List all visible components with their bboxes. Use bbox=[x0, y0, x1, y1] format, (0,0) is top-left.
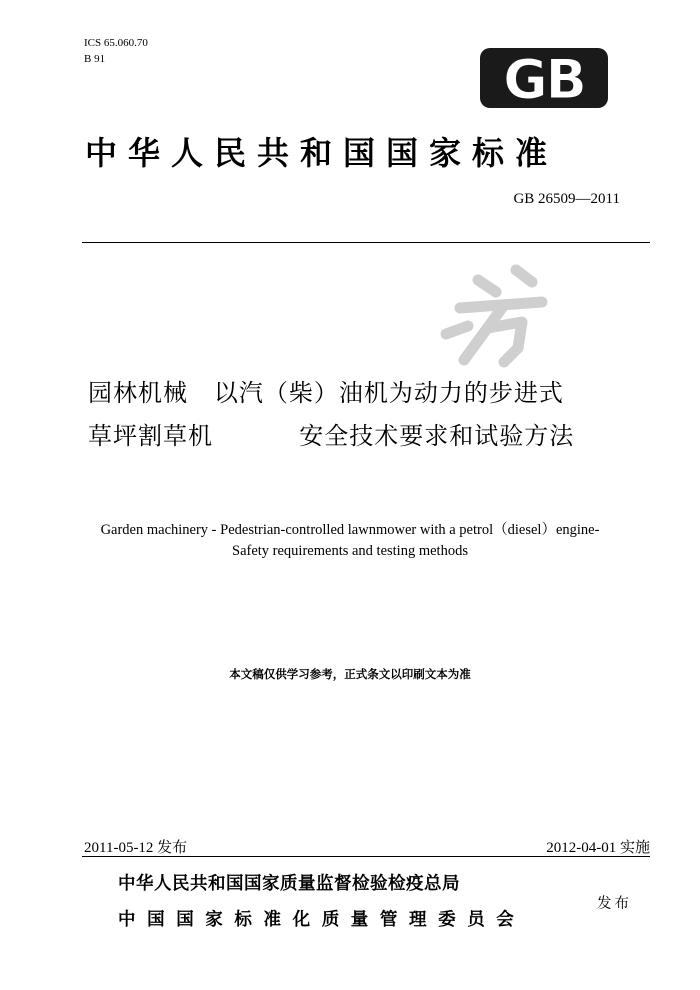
chinese-title-line-2: 草坪割草机 安全技术要求和试验方法 bbox=[88, 422, 575, 450]
english-title-line-1: Garden machinery - Pedestrian-controlled lawnmower with a petrol（diesel）engine- bbox=[100, 522, 600, 538]
gb-logo-text: GB bbox=[503, 48, 585, 111]
chinese-title-line-1: 园林机械 以汽（柴）油机为动力的步进式 bbox=[88, 379, 564, 407]
issuer-aqsiq: 中华人民共和国国家质量监督检验检疫总局 bbox=[118, 874, 460, 894]
standard-number: GB 26509—2011 bbox=[513, 191, 620, 207]
issue-label: 发布 bbox=[597, 896, 632, 912]
bottom-divider bbox=[82, 856, 650, 857]
top-divider bbox=[82, 242, 650, 243]
ics-code: ICS 65.060.70 bbox=[84, 37, 148, 49]
reference-notice: 本文稿仅供学习参考，正式条文以印刷文本为准 bbox=[229, 667, 471, 681]
implementation-date: 2012-04-01 实施 bbox=[546, 840, 650, 856]
issue-date: 2011-05-12 发布 bbox=[84, 840, 188, 856]
ccs-code: B 91 bbox=[84, 53, 106, 65]
issuer-sac: 中国国家标准化质量管理委员会 bbox=[118, 910, 526, 930]
gb-logo bbox=[478, 40, 610, 116]
watermark-mark bbox=[438, 262, 558, 372]
standard-title: 中华人民共和国国家标准 bbox=[85, 134, 559, 172]
english-title-line-2: Safety requirements and testing methods bbox=[232, 543, 468, 559]
